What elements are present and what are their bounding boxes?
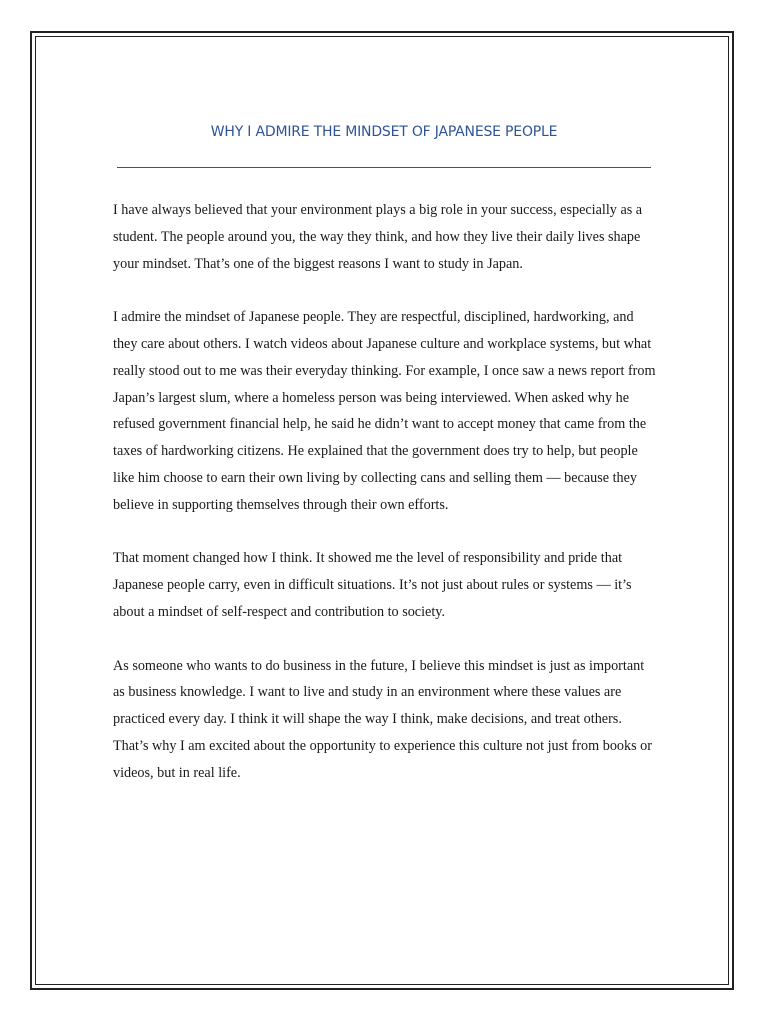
paragraph-2: I admire the mindset of Japanese people. They are respectful, disciplined, hardworking, and they care about others. I watch videos about Japanese culture and workplace systems, but what really stood out to me was their everyday thinking. For example, I once saw a news report from Japan’s largest slum, where a homeless person was being interviewed. When asked why he refused government financial help, he said he didn’t want to accept money that came from the taxes of hardworking citizens. He explained that the government does try to help, but people like him choose to earn their own living by collecting cans and selling them — because they believe in supporting themselves through their own efforts. <box>113 309 656 513</box>
document-title: WHY I ADMIRE THE MINDSET OF JAPANESE PEOPLE <box>210 124 558 140</box>
document-body <box>113 197 658 813</box>
paragraph-3: That moment changed how I think. It showed me the level of responsibility and pride that Japanese people carry, even in difficult situations. It’s not just about rules or systems — it’s about a mindset of self-respect and contribution to society. <box>113 550 632 620</box>
paragraph-4: As someone who wants to do business in the future, I believe this mindset is just as important as business knowledge. I want to live and study in an environment where these values are practiced every day. I think it will shape the way I think, make decisions, and treat others. That’s why I am excited about the opportunity to experience this culture not just from books or videos, but in real life. <box>113 657 652 781</box>
title-underline <box>117 167 651 168</box>
paragraph-1: I have always believed that your environment plays a big role in your success, especially as a student. The people around you, the way they think, and how they live their daily lives shape your mindset. That’s one of the biggest reasons I want to study in Japan. <box>113 202 643 272</box>
